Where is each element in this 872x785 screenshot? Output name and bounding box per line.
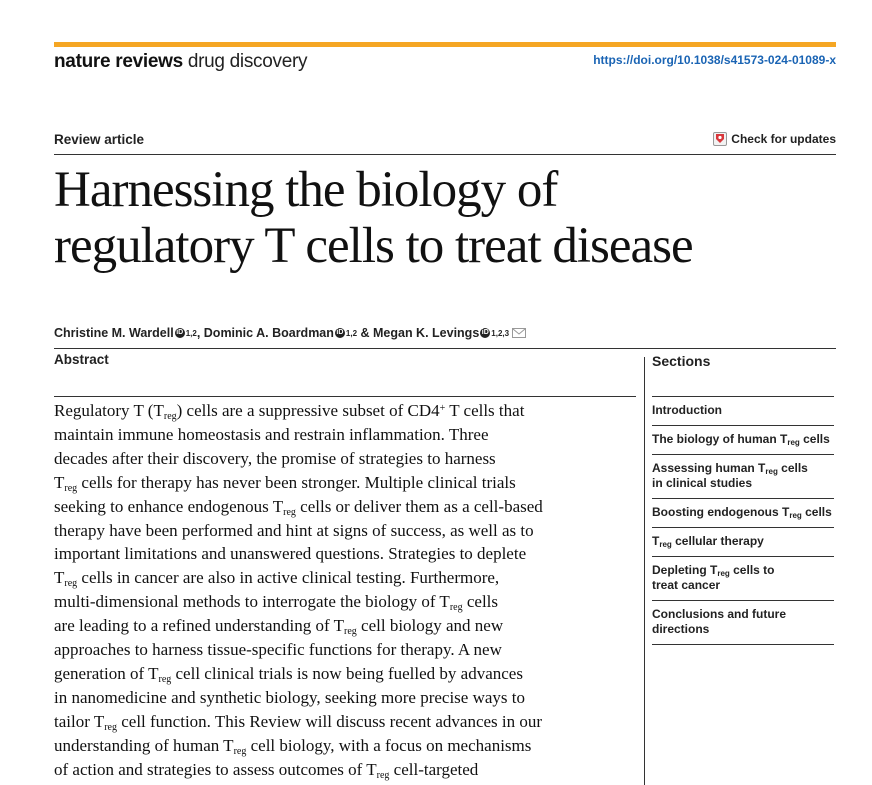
article-title	[54, 162, 814, 274]
abstract-line: Regulatory T $(T_{reg})$ cells are a suppressive subset of CD4+ T cells that	[54, 401, 525, 422]
abstract-line: important limitations and unanswered questions. Strategies to deplete	[54, 544, 527, 564]
orcid-icon[interactable]: iD	[176, 329, 184, 336]
abstract-line: in nanomedicine and synthetic biology, seeking more precise ways to	[54, 687, 525, 707]
abstract-line: $T_{reg}$ cells in cancer are also in active clinical testing. Furthermore,	[54, 568, 500, 590]
abstract-line: of action and strategies to assess outcomes of $T_{reg}$ cell-targeted	[54, 759, 479, 781]
author-affiliation: 1,2,3	[491, 328, 510, 338]
subscript: reg	[787, 438, 800, 447]
journal-name-light: drug discovery	[187, 51, 308, 72]
author-list	[54, 326, 526, 340]
section-link[interactable]: Depleting $T_{reg}$ cells to treat cancer	[652, 556, 834, 600]
abstract-line: tailor $T_{reg}$ cell function. This Review will discuss recent advances in our	[54, 711, 543, 733]
section-link[interactable]: $T_{reg}$ cellular therapy	[652, 527, 834, 556]
section-link[interactable]: Conclusions and future directions	[652, 600, 834, 645]
abstract-line: understanding of human $T_{reg}$ cell biology, with a focus on mechanisms	[54, 735, 532, 757]
abstract-line: generation of $T_{reg}$ cell clinical trials is now being fuelled by advances	[54, 663, 523, 685]
abstract-line: therapy have been performed and hint at signs of success, as well as to	[54, 520, 534, 540]
section-link[interactable]: Assessing human $T_{reg}$ cells in clinical studies	[652, 454, 834, 498]
abstract-text	[54, 399, 644, 782]
author-name[interactable]: Christine M. Wardell	[54, 326, 174, 340]
subscript: reg	[104, 721, 117, 733]
abstract-line: approaches to harness tissue-specific functions for therapy. A new	[54, 640, 502, 660]
subscript: reg	[64, 578, 78, 590]
section-link[interactable]: The biology of human $T_{reg}$ cells	[652, 425, 834, 454]
abstract-line: $T_{reg}$ cells for therapy has never been stronger. Multiple clinical trials	[54, 472, 516, 494]
check-updates-icon	[713, 132, 727, 146]
sections-heading: Sections	[652, 353, 711, 369]
subscript: reg	[163, 411, 177, 422]
subscript: reg	[158, 673, 172, 685]
column-divider	[644, 357, 645, 785]
subscript: reg	[283, 506, 296, 518]
journal-name[interactable]	[54, 51, 307, 73]
author-separator: ,	[196, 326, 204, 340]
author-name[interactable]: Megan K. Levings	[373, 326, 480, 340]
subscript: reg	[659, 540, 672, 549]
author-affiliation: 1,2	[345, 328, 358, 338]
orcid-icon[interactable]: iD	[481, 329, 489, 336]
subscript: reg	[449, 602, 463, 614]
abstract-rule	[54, 396, 636, 397]
author-affiliation: 1,2	[185, 328, 197, 338]
mail-icon[interactable]	[512, 328, 526, 338]
section-link[interactable]: Boosting endogenous $T_{reg}$ cells	[652, 498, 834, 527]
doi-link[interactable]: https://doi.org/10.1038/s41573-024-01089-x	[593, 53, 836, 67]
abstract-line: are leading to a refined understanding of $T_{reg}$ cell biology and new	[54, 616, 504, 638]
journal-accent-bar	[54, 42, 836, 47]
subscript: reg	[717, 569, 730, 578]
section-link[interactable]: Introduction	[652, 396, 834, 425]
subscript: reg	[64, 482, 78, 494]
author-separator: &	[357, 326, 373, 340]
subscript: reg	[233, 745, 247, 757]
check-updates-label: Check for updates	[731, 132, 836, 146]
superscript: +	[439, 403, 446, 414]
orcid-icon[interactable]: iD	[336, 329, 344, 336]
subscript: reg	[765, 467, 778, 476]
abstract-heading: Abstract	[54, 352, 109, 367]
title-line: regulatory T cells to treat disease	[54, 218, 693, 274]
journal-name-bold: nature reviews	[54, 51, 183, 72]
author-name[interactable]: Dominic A. Boardman	[203, 326, 334, 340]
abstract-line: multi-dimensional methods to interrogate the biology of $T_{reg}$ cells	[54, 592, 499, 614]
title-line: Harnessing the biology of	[54, 162, 558, 218]
subscript: reg	[789, 511, 802, 520]
abstract-line: decades after their discovery, the promise of strategies to harness	[54, 448, 496, 468]
article-type: Review article	[54, 132, 145, 147]
sections-nav	[652, 396, 834, 645]
check-for-updates-button[interactable]	[713, 132, 836, 146]
subscript: reg	[344, 626, 357, 638]
abstract-line: seeking to enhance endogenous $T_{reg}$ cells or deliver them as a cell-based	[54, 496, 543, 518]
abstract-line: maintain immune homeostasis and restrain inflammation. Three	[54, 424, 489, 444]
subscript: reg	[376, 769, 390, 781]
header-rule	[54, 154, 836, 155]
authors-rule	[54, 348, 836, 349]
